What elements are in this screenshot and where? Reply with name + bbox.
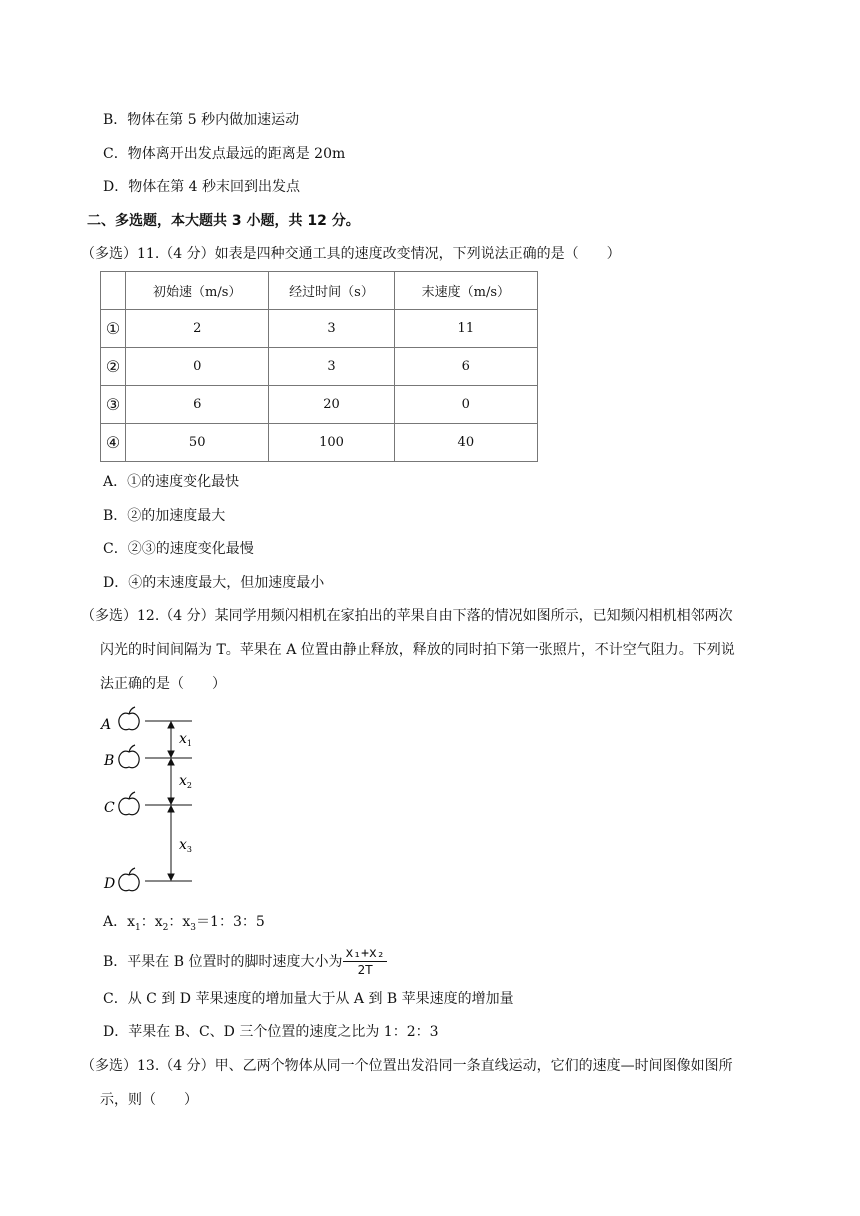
- table-cell: 2: [126, 310, 269, 348]
- table-cell: 6: [126, 386, 269, 424]
- table-cell: 11: [394, 310, 537, 348]
- q12-stem-line3: 法正确的是（ ）: [100, 676, 226, 692]
- apple-icon: [119, 707, 139, 730]
- speed-table: [100, 271, 538, 462]
- q13-stem-line1: （多选）13.（4 分）甲、乙两个物体从同一个位置出发沿同一条直线运动，它们的速度—时间图像如图所: [81, 1058, 733, 1074]
- option-a-part: A．x: [103, 914, 136, 930]
- table-header-row: [101, 272, 538, 310]
- q12-stem-line1: （多选）12.（4 分）某同学用频闪相机在家拍出的苹果自由下落的情况如图所示，已知频闪相机相邻两次: [81, 608, 733, 624]
- q10-option-b: B．物体在第 5 秒内做加速运动: [103, 112, 300, 128]
- table-header-cell: 经过时间（s）: [269, 272, 394, 310]
- q12-option-d: D．苹果在 B、C、D 三个位置的速度之比为 1：2：3: [103, 1024, 439, 1040]
- table-cell: 3: [269, 348, 394, 386]
- table-cell: ③: [101, 386, 126, 424]
- apple-icon: [119, 745, 139, 768]
- option-a-part: ：x: [168, 914, 191, 930]
- q13-stem-line2: 示，则（ ）: [100, 1092, 198, 1108]
- q12-option-b: [103, 946, 387, 978]
- q11-option-c: C．②③的速度变化最慢: [103, 541, 254, 557]
- table-header-cell: 初始速（m/s）: [126, 272, 269, 310]
- fraction: [343, 946, 386, 978]
- point-label-c: C: [104, 800, 115, 816]
- apple-fall-figure: [95, 703, 205, 898]
- table-header-cell: 末速度（m/s）: [394, 272, 537, 310]
- table-header-cell: [101, 272, 126, 310]
- apple-icon: [119, 792, 139, 815]
- table-cell: 3: [269, 310, 394, 348]
- option-a-part: ：x: [140, 914, 163, 930]
- table-row: [101, 386, 538, 424]
- q11-option-a: A．①的速度变化最快: [103, 474, 240, 490]
- table-cell: ①: [101, 310, 126, 348]
- apple-icon: [119, 868, 139, 891]
- table-cell: 0: [126, 348, 269, 386]
- table-row: [101, 424, 538, 462]
- table-cell: 6: [394, 348, 537, 386]
- option-a-part: ＝1：3：5: [196, 914, 265, 930]
- point-label-a: A: [101, 717, 112, 733]
- fraction-numerator: x₁+x₂: [345, 946, 385, 961]
- point-label-b: B: [104, 753, 115, 769]
- table-cell: 0: [394, 386, 537, 424]
- q11-option-d: D．④的末速度最大，但加速度最小: [103, 575, 325, 591]
- q11-stem: （多选）11.（4 分）如表是四种交通工具的速度改变情况，下列说法正确的是（ ）: [81, 246, 621, 262]
- table-row: [101, 310, 538, 348]
- table-cell: 20: [269, 386, 394, 424]
- segment-label-x3: $x_3$: [179, 837, 192, 854]
- table-cell: 100: [269, 424, 394, 462]
- option-a-sub: 3: [190, 922, 197, 933]
- table-cell: 50: [126, 424, 269, 462]
- q10-option-d: D．物体在第 4 秒末回到出发点: [103, 179, 301, 195]
- point-label-d: D: [104, 876, 116, 892]
- option-b-text: B．平果在 B 位置时的脚时速度大小为: [103, 954, 343, 970]
- segment-label-x2: $x_2$: [179, 773, 192, 790]
- q10-option-c: C．物体离开出发点最远的距离是 20m: [103, 146, 346, 162]
- option-a-sub: 1: [135, 922, 141, 933]
- fraction-denominator: 2T: [357, 963, 373, 977]
- section-title: 二、多选题，本大题共 3 小题，共 12 分。: [87, 213, 360, 229]
- table-cell: ④: [101, 424, 126, 462]
- table-cell: ②: [101, 348, 126, 386]
- table-row: [101, 348, 538, 386]
- q12-option-c: C．从 C 到 D 苹果速度的增加量大于从 A 到 B 苹果速度的增加量: [103, 991, 514, 1007]
- q12-option-a: [103, 912, 265, 938]
- q11-option-b: B．②的加速度最大: [103, 508, 226, 524]
- segment-label-x1: $x_1$: [179, 731, 192, 748]
- option-a-sub: 2: [162, 922, 169, 933]
- q12-stem-line2: 闪光的时间间隔为 T。苹果在 A 位置由静止释放，释放的同时拍下第一张照片，不计空气阻力。下列说: [100, 642, 735, 658]
- table-cell: 40: [394, 424, 537, 462]
